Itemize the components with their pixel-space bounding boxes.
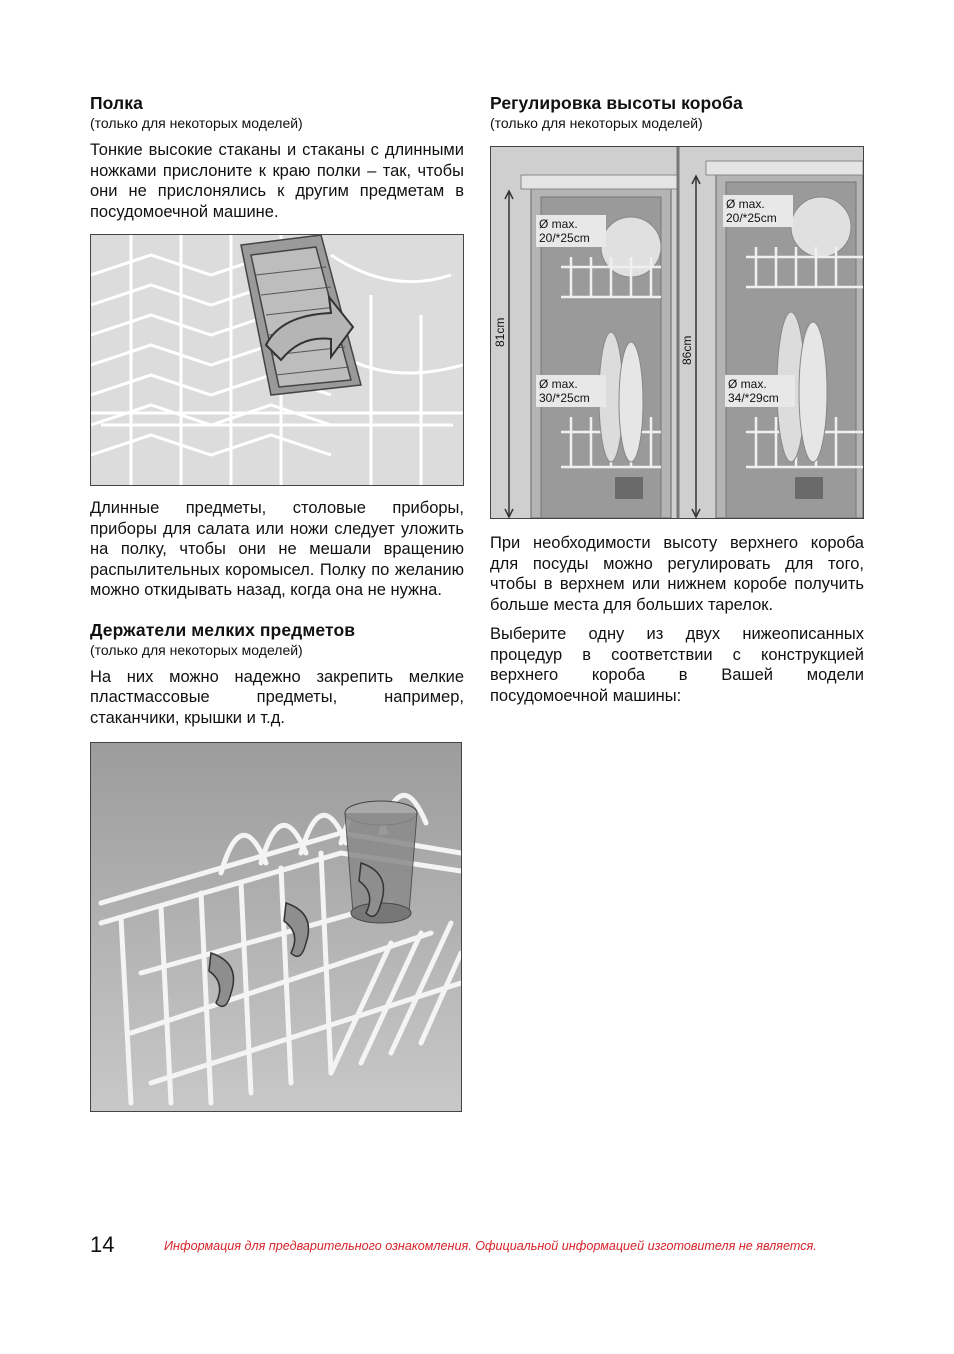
- section-subtitle-holders: (только для некоторых моделей): [90, 641, 303, 658]
- label-left-bottom: [539, 377, 590, 405]
- label-left-top-line1: Ø max.: [539, 217, 578, 231]
- label-right-top: [726, 197, 777, 225]
- label-right-top-line2: 20/*25cm: [726, 211, 777, 225]
- footer-disclaimer: Информация для предварительного ознакомления. Официальной информацией изготовителя не является.: [164, 1239, 817, 1253]
- shelf-paragraph-2: Длинные предметы, столовые приборы, приборы для салата или ножи следует уложить на полку, чтобы они не мешали вращению распылительных коромысел. Полку по желанию можно откидывать назад, когда она не нужна.: [90, 499, 464, 599]
- shelf-illustration: [90, 234, 464, 486]
- shelf-paragraph-1: Тонкие высокие стаканы и стаканы с длинными ножками прислоните к краю полки – так, чтобы они не прислонялись к другим предметам в посудомоечной машине.: [90, 141, 464, 221]
- page-number: 14: [90, 1232, 115, 1257]
- holders-illustration: [90, 742, 462, 1112]
- label-right-bottom-line1: Ø max.: [728, 377, 767, 391]
- label-left-bottom-line1: Ø max.: [539, 377, 578, 391]
- label-left-bottom-line2: 30/*25cm: [539, 391, 590, 405]
- label-left-height: 81cm: [493, 317, 507, 347]
- holders-paragraph: На них можно надежно закрепить мелкие пластмассовые предметы, например, стаканчики, крышки и т.д.: [90, 667, 464, 727]
- label-left-top-line2: 20/*25cm: [539, 231, 590, 245]
- height-paragraph-2: Выберите одну из двух нижеописанных процедур в соответствии с конструкцией верхнего короба в Вашей модели посудомоечной машины:: [490, 625, 864, 705]
- left-column: [90, 92, 464, 1112]
- section-title-shelf: Полка: [90, 93, 143, 113]
- section-title-holders: Держатели мелких предметов: [90, 619, 356, 640]
- label-right-top-line1: Ø max.: [726, 197, 765, 211]
- section-subtitle-height: (только для некоторых моделей): [490, 115, 703, 131]
- section-subtitle-shelf: (только для некоторых моделей): [90, 115, 303, 131]
- label-right-bottom-line2: 34/*29cm: [728, 391, 779, 405]
- label-right-height: 86cm: [680, 335, 694, 365]
- right-column: [490, 92, 864, 715]
- section-title-height: Регулировка высоты короба: [490, 93, 743, 113]
- height-paragraph-1: При необходимости высоту верхнего короба для посуды можно регулировать для того, чтобы в верхнем или нижнем коробе получить больше места для больших тарелок.: [490, 534, 864, 614]
- label-left-top: [539, 217, 590, 245]
- height-illustration: [490, 146, 864, 519]
- label-right-bottom: [728, 377, 779, 405]
